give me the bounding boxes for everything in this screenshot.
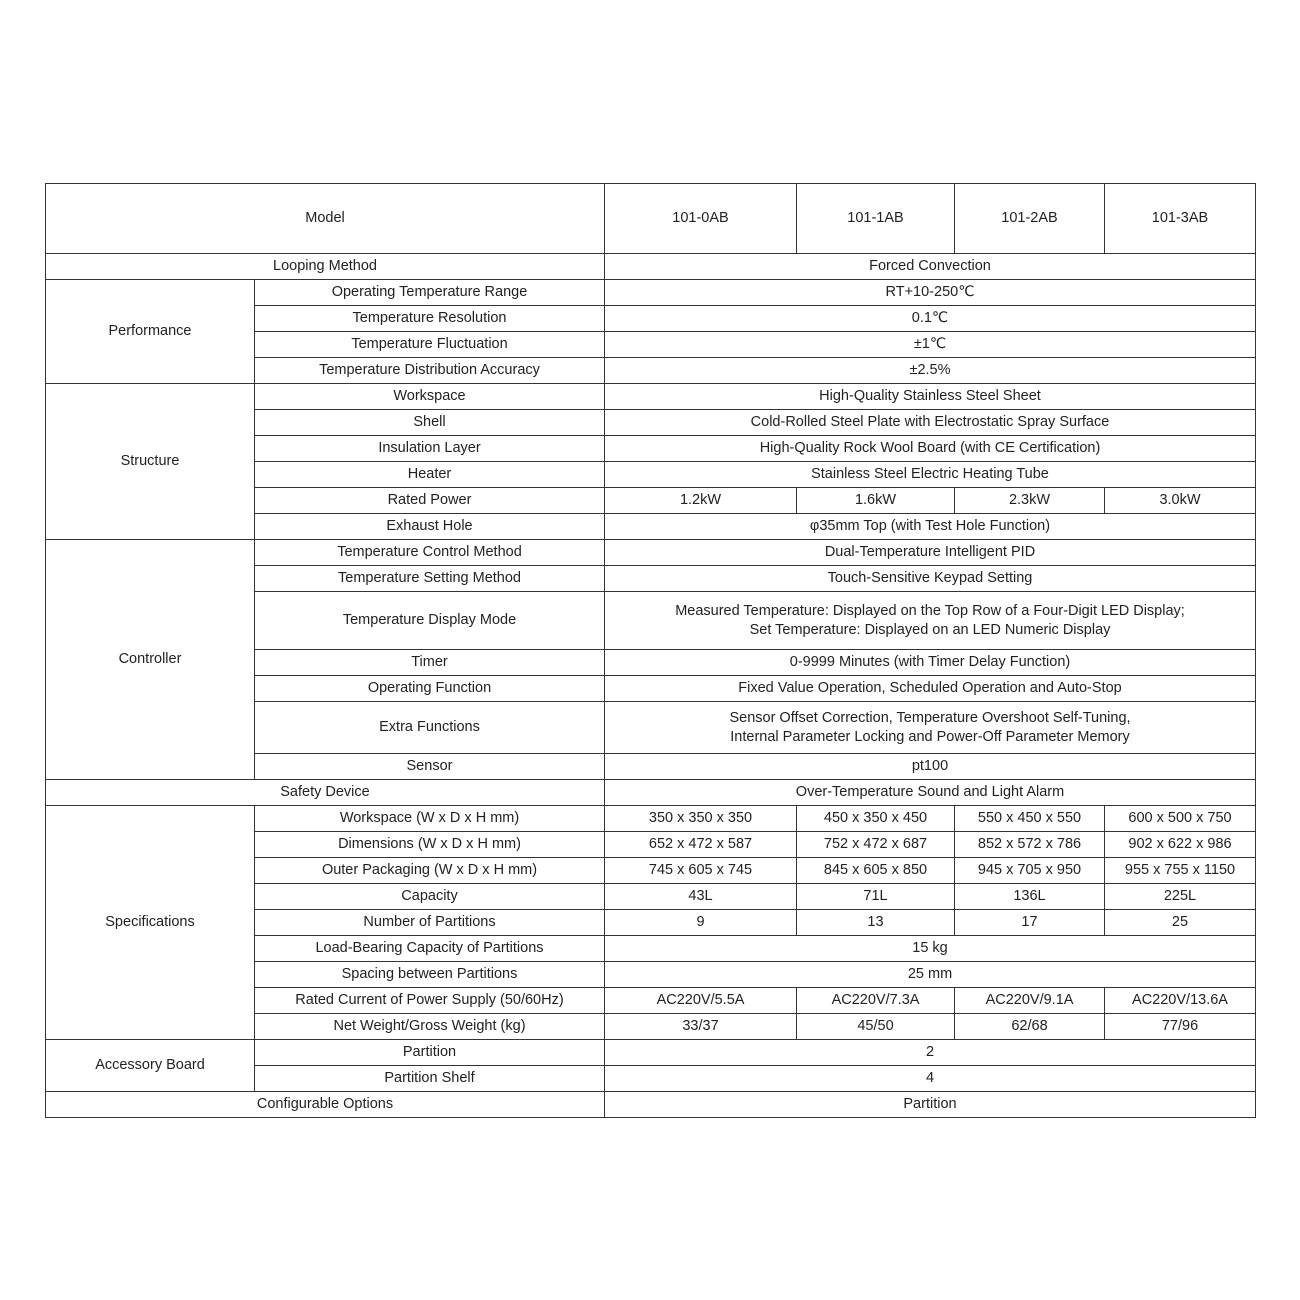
row-label: Outer Packaging (W x D x H mm) <box>255 858 605 884</box>
cell-value: AC220V/9.1A <box>955 988 1105 1014</box>
row-value: RT+10-250℃ <box>605 280 1256 306</box>
row-label: Configurable Options <box>46 1092 605 1118</box>
cell-value: 225L <box>1105 884 1256 910</box>
row-label: Temperature Distribution Accuracy <box>255 358 605 384</box>
row-value: pt100 <box>605 754 1256 780</box>
row-label: Operating Function <box>255 676 605 702</box>
row-value <box>605 592 1256 650</box>
cell-value: 45/50 <box>797 1014 955 1040</box>
model-name: 101-3AB <box>1105 184 1256 254</box>
cell-value: 955 x 755 x 1150 <box>1105 858 1256 884</box>
row-value: ±1℃ <box>605 332 1256 358</box>
row-label: Extra Functions <box>255 702 605 754</box>
row-label: Net Weight/Gross Weight (kg) <box>255 1014 605 1040</box>
row-value: 25 mm <box>605 962 1256 988</box>
row-value: High-Quality Stainless Steel Sheet <box>605 384 1256 410</box>
cell-value: 845 x 605 x 850 <box>797 858 955 884</box>
row-label: Number of Partitions <box>255 910 605 936</box>
row-value: Over-Temperature Sound and Light Alarm <box>605 780 1256 806</box>
model-name: 101-0AB <box>605 184 797 254</box>
row-label: Insulation Layer <box>255 436 605 462</box>
row-value: 0-9999 Minutes (with Timer Delay Function) <box>605 650 1256 676</box>
row-value: 0.1℃ <box>605 306 1256 332</box>
row-value: Stainless Steel Electric Heating Tube <box>605 462 1256 488</box>
cell-value: 450 x 350 x 450 <box>797 806 955 832</box>
cell-value: 652 x 472 x 587 <box>605 832 797 858</box>
row-label: Spacing between Partitions <box>255 962 605 988</box>
cell-value: 852 x 572 x 786 <box>955 832 1105 858</box>
cell-value: AC220V/5.5A <box>605 988 797 1014</box>
row-value: 2 <box>605 1040 1256 1066</box>
row-value: Forced Convection <box>605 254 1256 280</box>
group-label: Accessory Board <box>46 1040 255 1092</box>
cell-value: AC220V/7.3A <box>797 988 955 1014</box>
cell-value: 902 x 622 x 986 <box>1105 832 1256 858</box>
cell-value: 62/68 <box>955 1014 1105 1040</box>
cell-value: 550 x 450 x 550 <box>955 806 1105 832</box>
cell-value: 17 <box>955 910 1105 936</box>
value-line: Internal Parameter Locking and Power-Off Parameter Memory <box>730 728 1130 745</box>
cell-value: 9 <box>605 910 797 936</box>
model-label: Model <box>46 184 605 254</box>
row-label: Operating Temperature Range <box>255 280 605 306</box>
row-label: Load-Bearing Capacity of Partitions <box>255 936 605 962</box>
model-name: 101-1AB <box>797 184 955 254</box>
cell-value: AC220V/13.6A <box>1105 988 1256 1014</box>
cell-value: 25 <box>1105 910 1256 936</box>
model-name: 101-2AB <box>955 184 1105 254</box>
row-value: ±2.5% <box>605 358 1256 384</box>
group-label: Structure <box>46 384 255 540</box>
row-label: Safety Device <box>46 780 605 806</box>
value-line: Set Temperature: Displayed on an LED Numeric Display <box>749 621 1111 638</box>
row-value: φ35mm Top (with Test Hole Function) <box>605 514 1256 540</box>
table-row <box>46 254 1256 280</box>
row-value: Touch-Sensitive Keypad Setting <box>605 566 1256 592</box>
table-row <box>46 1040 1256 1066</box>
cell-value: 136L <box>955 884 1105 910</box>
cell-value: 77/96 <box>1105 1014 1256 1040</box>
row-value: Fixed Value Operation, Scheduled Operation and Auto-Stop <box>605 676 1256 702</box>
spec-table <box>45 183 1256 1118</box>
row-label: Capacity <box>255 884 605 910</box>
row-value: High-Quality Rock Wool Board (with CE Certification) <box>605 436 1256 462</box>
group-label: Specifications <box>46 806 255 1040</box>
cell-value: 945 x 705 x 950 <box>955 858 1105 884</box>
row-label: Temperature Control Method <box>255 540 605 566</box>
cell-value: 350 x 350 x 350 <box>605 806 797 832</box>
row-label: Sensor <box>255 754 605 780</box>
row-label: Temperature Fluctuation <box>255 332 605 358</box>
cell-value: 71L <box>797 884 955 910</box>
table-row <box>46 280 1256 306</box>
value-line: Sensor Offset Correction, Temperature Overshoot Self-Tuning, <box>729 709 1131 726</box>
row-value: Cold-Rolled Steel Plate with Electrostatic Spray Surface <box>605 410 1256 436</box>
row-label: Temperature Display Mode <box>255 592 605 650</box>
cell-value: 3.0kW <box>1105 488 1256 514</box>
row-label: Rated Power <box>255 488 605 514</box>
row-label: Timer <box>255 650 605 676</box>
cell-value: 745 x 605 x 745 <box>605 858 797 884</box>
row-value <box>605 702 1256 754</box>
cell-value: 1.2kW <box>605 488 797 514</box>
row-label: Looping Method <box>46 254 605 280</box>
value-line: Measured Temperature: Displayed on the Top Row of a Four-Digit LED Display; <box>675 602 1185 619</box>
row-label: Shell <box>255 410 605 436</box>
group-label: Performance <box>46 280 255 384</box>
row-value: Partition <box>605 1092 1256 1118</box>
row-label: Partition <box>255 1040 605 1066</box>
cell-value: 2.3kW <box>955 488 1105 514</box>
row-value: 4 <box>605 1066 1256 1092</box>
cell-value: 752 x 472 x 687 <box>797 832 955 858</box>
table-row <box>46 1092 1256 1118</box>
cell-value: 43L <box>605 884 797 910</box>
row-label: Temperature Resolution <box>255 306 605 332</box>
cell-value: 600 x 500 x 750 <box>1105 806 1256 832</box>
row-label: Exhaust Hole <box>255 514 605 540</box>
table-row <box>46 806 1256 832</box>
header-row <box>46 184 1256 254</box>
table-row <box>46 384 1256 410</box>
row-label: Rated Current of Power Supply (50/60Hz) <box>255 988 605 1014</box>
row-label: Temperature Setting Method <box>255 566 605 592</box>
cell-value: 1.6kW <box>797 488 955 514</box>
table-row <box>46 540 1256 566</box>
row-label: Partition Shelf <box>255 1066 605 1092</box>
row-label: Workspace (W x D x H mm) <box>255 806 605 832</box>
table-row <box>46 780 1256 806</box>
row-label: Dimensions (W x D x H mm) <box>255 832 605 858</box>
row-label: Heater <box>255 462 605 488</box>
row-value: Dual-Temperature Intelligent PID <box>605 540 1256 566</box>
cell-value: 33/37 <box>605 1014 797 1040</box>
row-value: 15 kg <box>605 936 1256 962</box>
row-label: Workspace <box>255 384 605 410</box>
group-label: Controller <box>46 540 255 780</box>
cell-value: 13 <box>797 910 955 936</box>
